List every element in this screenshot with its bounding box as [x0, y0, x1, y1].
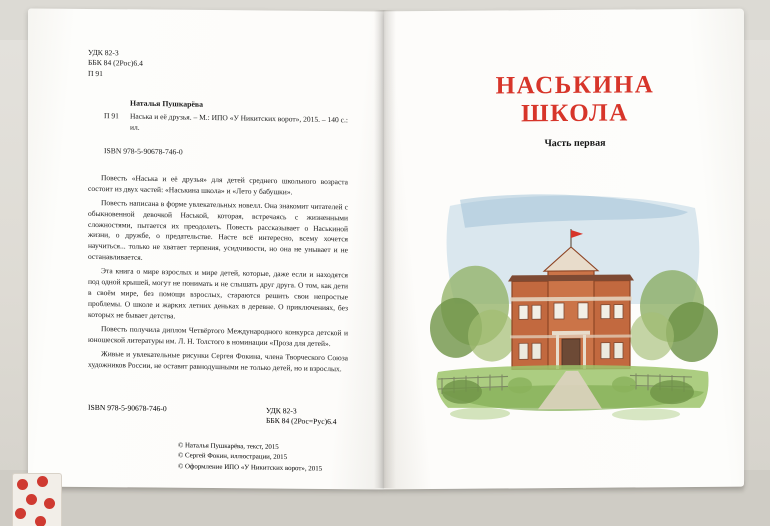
part-subtitle: Часть первая: [544, 137, 606, 150]
bbk-code: ББК 84 (2Рос)6.4: [88, 58, 143, 69]
copyright-block: [178, 441, 322, 475]
left-page-content: [88, 48, 348, 375]
annotation-paragraph: Живые и увлекательные рисунки Сергея Фокина, члена Творческого Союза художников России, не оставят равнодушными не только детей, но и взрослых.: [88, 348, 348, 374]
sigla-repeat: П 91: [104, 111, 119, 121]
right-page: [384, 9, 744, 490]
left-page: [28, 8, 384, 489]
catalog-sigla: П 91: [88, 68, 103, 78]
bottom-codes-block: [88, 403, 358, 428]
isbn-bottom: ISBN 978-5-90678-746-0: [88, 402, 167, 414]
annotation-paragraph: Повесть «Наська и её друзья» для детей среднего школьного возраста состоит из двух частей: «Наськина школа» и «Лето у бабушки».: [88, 172, 348, 197]
udk-code-bottom: УДК 82-3: [266, 405, 297, 416]
bbk-code-bottom: ББК 84 (2Рос=Рус)6.4: [266, 416, 337, 427]
annotation-paragraph: Эта книга о мире взрослых и мире детей, которые, даже если и находятся под одной крышей, могут не понимать и не слышать друг друга. О том, как дети в своём мире, без помощи взрослых, стараются решить свои непростые проблемы. О школе и жарких летних деньках в деревне. О приключениях, без которых не бывает детства.: [88, 266, 348, 321]
bookmark-dot: [26, 494, 37, 505]
author-name: Наталья Пушкарёва: [130, 98, 204, 109]
annotation-text: [88, 173, 348, 375]
isbn-top: ISBN 978-5-90678-746-0: [104, 146, 183, 157]
classification-codes: [88, 48, 348, 83]
copyright-line: © Оформление ИПО «У Никитских ворот», 2015: [178, 462, 323, 473]
udk-code: УДК 82-3: [88, 47, 119, 58]
copyright-line: © Наталья Пушкарёва, текст, 2015: [178, 442, 279, 451]
annotation-paragraph: Повесть получила диплом Четвёртого Международного конкурса детской и юношеской литературы им. Л. Н. Толстого в номинации «Проза для детей».: [88, 324, 348, 348]
fabric-bookmark: [12, 473, 62, 526]
watercolor-school-building-illustration: [420, 184, 720, 436]
bookmark-dot: [17, 479, 28, 490]
author-block: [104, 97, 348, 136]
bookmark-dot: [37, 476, 48, 487]
imprint-text: Наська и её друзья. – М.: ИПО «У Никитских ворот», 2015. – 140 с.: ил.: [130, 111, 348, 132]
copyright-line: © Сергей Фокин, иллюстрации, 2015: [178, 452, 288, 462]
bookmark-dot: [44, 498, 55, 509]
book-title: НАСЬКИНА ШКОЛА: [495, 71, 655, 128]
open-book: [28, 10, 744, 488]
bookmark-dot: [15, 508, 26, 519]
annotation-paragraph: Повесть написана в форме увлекательных новелл. Она знакомит читателей с обыкновенной девочкой Наськой, которая, встречаясь с жизненными сложностями, пытается их преодолеть. Повесть рассказывает о Наськиной жизни, о дружбе, о предательстве. Насте всё интересно, всему хочется научиться... только не хватает терпения, усидчивости, но она не унывает и не останавливается.: [88, 197, 348, 263]
bookmark-dot: [35, 516, 46, 526]
